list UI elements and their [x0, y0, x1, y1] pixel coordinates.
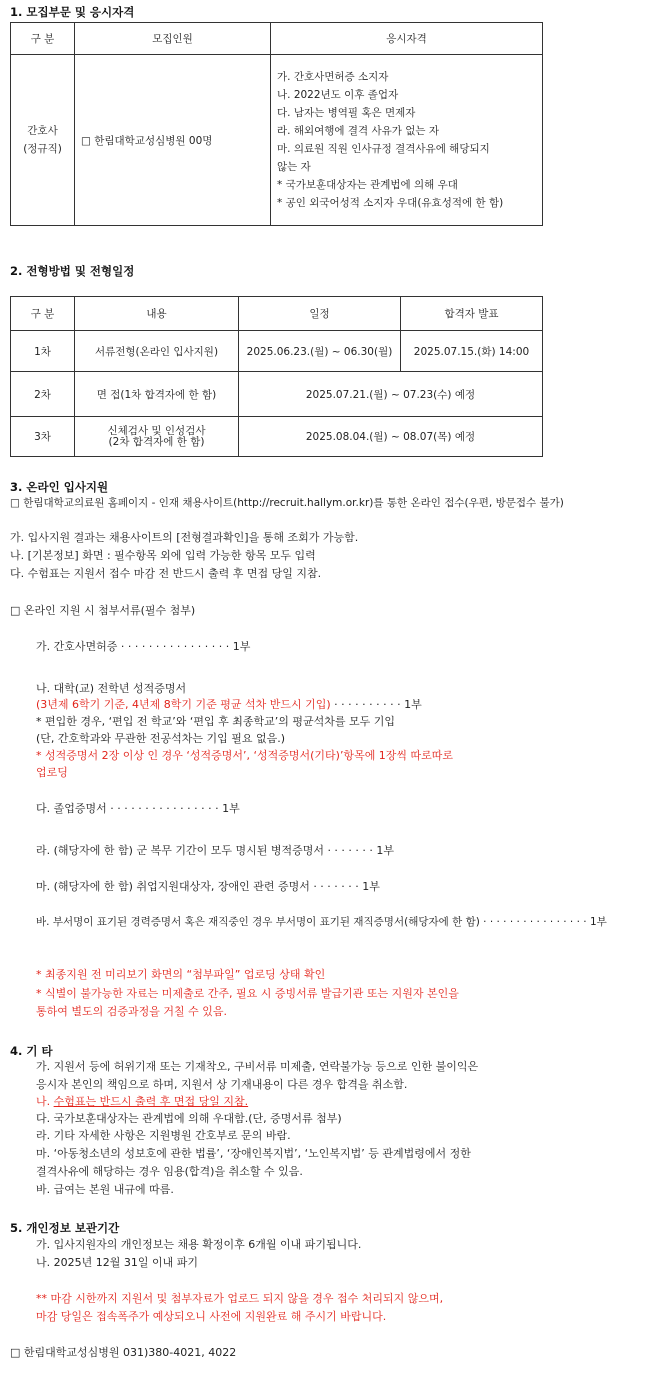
- qual-item: 가. 간호사면허증 소지자: [277, 71, 389, 83]
- qual-item: 나. 2022년도 이후 졸업자: [277, 89, 399, 101]
- doc-military: 라. (해당자에 한 함) 군 복무 기간이 모두 명시된 병적증명서 · · · · · · · 1부: [36, 844, 395, 857]
- qual-item: 않는 자: [277, 161, 311, 173]
- section-title-etc: 4. 기 타: [10, 1044, 53, 1058]
- etc-item: 응시자 본인의 책임으로 하며, 지원서 상 기재내용이 다른 경우 합격을 취소함.: [36, 1078, 408, 1091]
- header-recruit: 모집인원: [75, 23, 271, 55]
- schedule-cell: 2025.08.04.(월) ~ 08.07(목) 예정: [239, 417, 543, 457]
- section-title-recruitment: 1. 모집부문 및 응시자격: [10, 5, 135, 19]
- stage-cell: 1차: [11, 331, 75, 372]
- doc-transcript-major: (단, 간호학과와 무관한 전공석차는 기입 필요 없음.): [36, 732, 286, 745]
- etc-item-prefix: 나.: [36, 1095, 54, 1108]
- header-content: 내용: [75, 297, 239, 331]
- qual-item: 라. 해외여행에 결격 사유가 없는 자: [277, 125, 440, 137]
- announce-cell: 2025.07.15.(화) 14:00: [401, 331, 543, 372]
- recruitment-table: [10, 22, 543, 226]
- etc-item: 라. 기타 자세한 사항은 지원병원 간호부로 문의 바람.: [36, 1129, 291, 1142]
- section-title-privacy: 5. 개인정보 보관기간: [10, 1221, 120, 1235]
- doc-transcript: 나. 대학(교) 전학년 성적증명서: [36, 682, 187, 695]
- header-category: 구 분: [11, 23, 75, 55]
- attachments-title: □ 온라인 지원 시 첨부서류(필수 첨부): [10, 604, 196, 617]
- privacy-item: 가. 입사지원자의 개인정보는 채용 확정이후 6개월 이내 파기됩니다.: [36, 1238, 362, 1251]
- privacy-warning: 마감 당일은 접속폭주가 예상되오니 사전에 지원완료 해 주시기 바랍니다.: [36, 1310, 387, 1323]
- content-line: 신체검사 및 인성검사: [107, 424, 206, 437]
- doc-transcript-upload-note: * 성적증명서 2장 이상 인 경우 ‘성적증명서’, ‘성적증명서(기타)’항목에 1장씩 따로따로: [36, 749, 454, 762]
- online-note: 가. 입사지원 결과는 채용사이트의 [전형결과확인]을 통해 조회가 가능함.: [10, 531, 359, 544]
- contact-info: □ 한림대학교성심병원 031)380-4021, 4022: [10, 1346, 237, 1359]
- category-nurse: 간호사: [27, 125, 58, 137]
- doc-transcript-rank: [36, 696, 422, 714]
- doc-transcript-upload-note-2: 업로딩: [36, 766, 68, 779]
- content-cell: 서류전형(온라인 입사지원): [75, 331, 239, 372]
- stage-cell: 2차: [11, 372, 75, 417]
- qual-item: * 국가보훈대상자는 관계법에 의해 우대: [277, 179, 458, 191]
- doc-graduation: 다. 졸업증명서 · · · · · · · · · · · · · · · · 1부: [36, 802, 240, 815]
- category-regular: (정규직): [23, 143, 62, 155]
- doc-employment-support: 마. (해당자에 한 함) 취업지원대상자, 장애인 관련 증명서 · · · · · · · 1부: [36, 880, 380, 893]
- warning-verification-2: 통하여 별도의 검증과정을 거칠 수 있음.: [36, 1005, 227, 1018]
- etc-exam-ticket-note: 수험표는 반드시 출력 후 면접 당일 지참.: [53, 1095, 249, 1108]
- doc-license: 가. 간호사면허증 · · · · · · · · · · · · · · · · 1부: [36, 640, 251, 653]
- doc-career: 바. 부서명이 표기된 경력증명서 혹은 재직중인 경우 부서명이 표기된 재직증명서(해당자에 한 함) · · · · · · · · · · · · · · · · 1부: [36, 916, 607, 928]
- online-intro: □ 한림대학교의료원 홈페이지 - 인재 채용사이트(http://recruit.hallym.or.kr)를 통한 온라인 접수(우편, 방문접수 불가): [10, 497, 564, 509]
- etc-item: 다. 국가보훈대상자는 관계법에 의해 우대함.(단, 증명서류 첨부): [36, 1112, 342, 1125]
- section-title-schedule: 2. 전형방법 및 전형일정: [10, 264, 135, 278]
- warning-verification: * 식별이 불가능한 자료는 미제출로 간주, 필요 시 증빙서류 발급기관 또는 지원자 본인을: [36, 987, 459, 1000]
- etc-item: 바. 급여는 본원 내규에 따름.: [36, 1183, 174, 1196]
- header-qualification: 응시자격: [271, 23, 543, 55]
- online-note: 다. 수험표는 지원서 접수 마감 전 반드시 출력 후 면접 당일 지참.: [10, 567, 322, 580]
- header-announce: 합격자 발표: [401, 297, 543, 331]
- recruit-cell: □ 한림대학교성심병원 00명: [75, 55, 271, 226]
- schedule-table: [10, 296, 543, 457]
- qualification-cell: [271, 55, 543, 226]
- qual-item: 다. 남자는 병역필 혹은 면제자: [277, 107, 416, 119]
- etc-item: 마. ‘아동청소년의 성보호에 관한 법률’, ‘장애인복지법’, ‘노인복지법’ 등 관계법령에서 정한: [36, 1147, 471, 1160]
- etc-item: 결격사유에 해당하는 경우 임용(합격)을 취소할 수 있음.: [36, 1165, 303, 1178]
- content-cell: 면 접(1차 합격자에 한 함): [75, 372, 239, 417]
- online-note: 나. [기본정보] 화면 : 필수항목 외에 입력 가능한 항목 모두 입력: [10, 549, 316, 562]
- header-schedule: 일정: [239, 297, 401, 331]
- qual-item: * 공인 외국어성적 소지자 우대(유효성적에 한 함): [277, 197, 504, 209]
- privacy-item: 나. 2025년 12월 31일 이내 파기: [36, 1256, 198, 1269]
- header-stage: 구 분: [11, 297, 75, 331]
- privacy-warning: ** 마감 시한까지 지원서 및 첨부자료가 업로드 되지 않을 경우 접수 처리되지 않으며,: [36, 1292, 444, 1305]
- schedule-cell: 2025.06.23.(월) ~ 06.30(월): [239, 331, 401, 372]
- content-line: (2차 합격자에 한 함): [108, 435, 205, 448]
- etc-item: 가. 지원서 등에 허위기재 또는 기재착오, 구비서류 미제출, 연락불가능 등으로 인한 불이익은: [36, 1060, 479, 1073]
- section-title-online: 3. 온라인 입사지원: [10, 480, 109, 494]
- schedule-cell: 2025.07.21.(월) ~ 07.23(수) 예정: [239, 372, 543, 417]
- doc-transcript-rank-note: (3년제 6학기 기준, 4년제 8학기 기준 평균 석차 반드시 기입): [36, 698, 331, 711]
- warning-preview: * 최종지원 전 미리보기 화면의 “첨부파일” 업로딩 상태 확인: [36, 968, 326, 981]
- content-cell: [75, 417, 239, 457]
- doc-transcript-transfer: * 편입한 경우, ‘편입 전 학교’와 ‘편입 후 최종학교’의 평균석차를 모두 기입: [36, 715, 395, 728]
- qual-item: 마. 의료원 직원 인사규정 결격사유에 해당되지: [277, 143, 490, 155]
- stage-cell: 3차: [11, 417, 75, 457]
- doc-transcript-count: · · · · · · · · · · 1부: [330, 698, 422, 711]
- etc-item: [36, 1093, 248, 1111]
- category-cell: [11, 55, 75, 226]
